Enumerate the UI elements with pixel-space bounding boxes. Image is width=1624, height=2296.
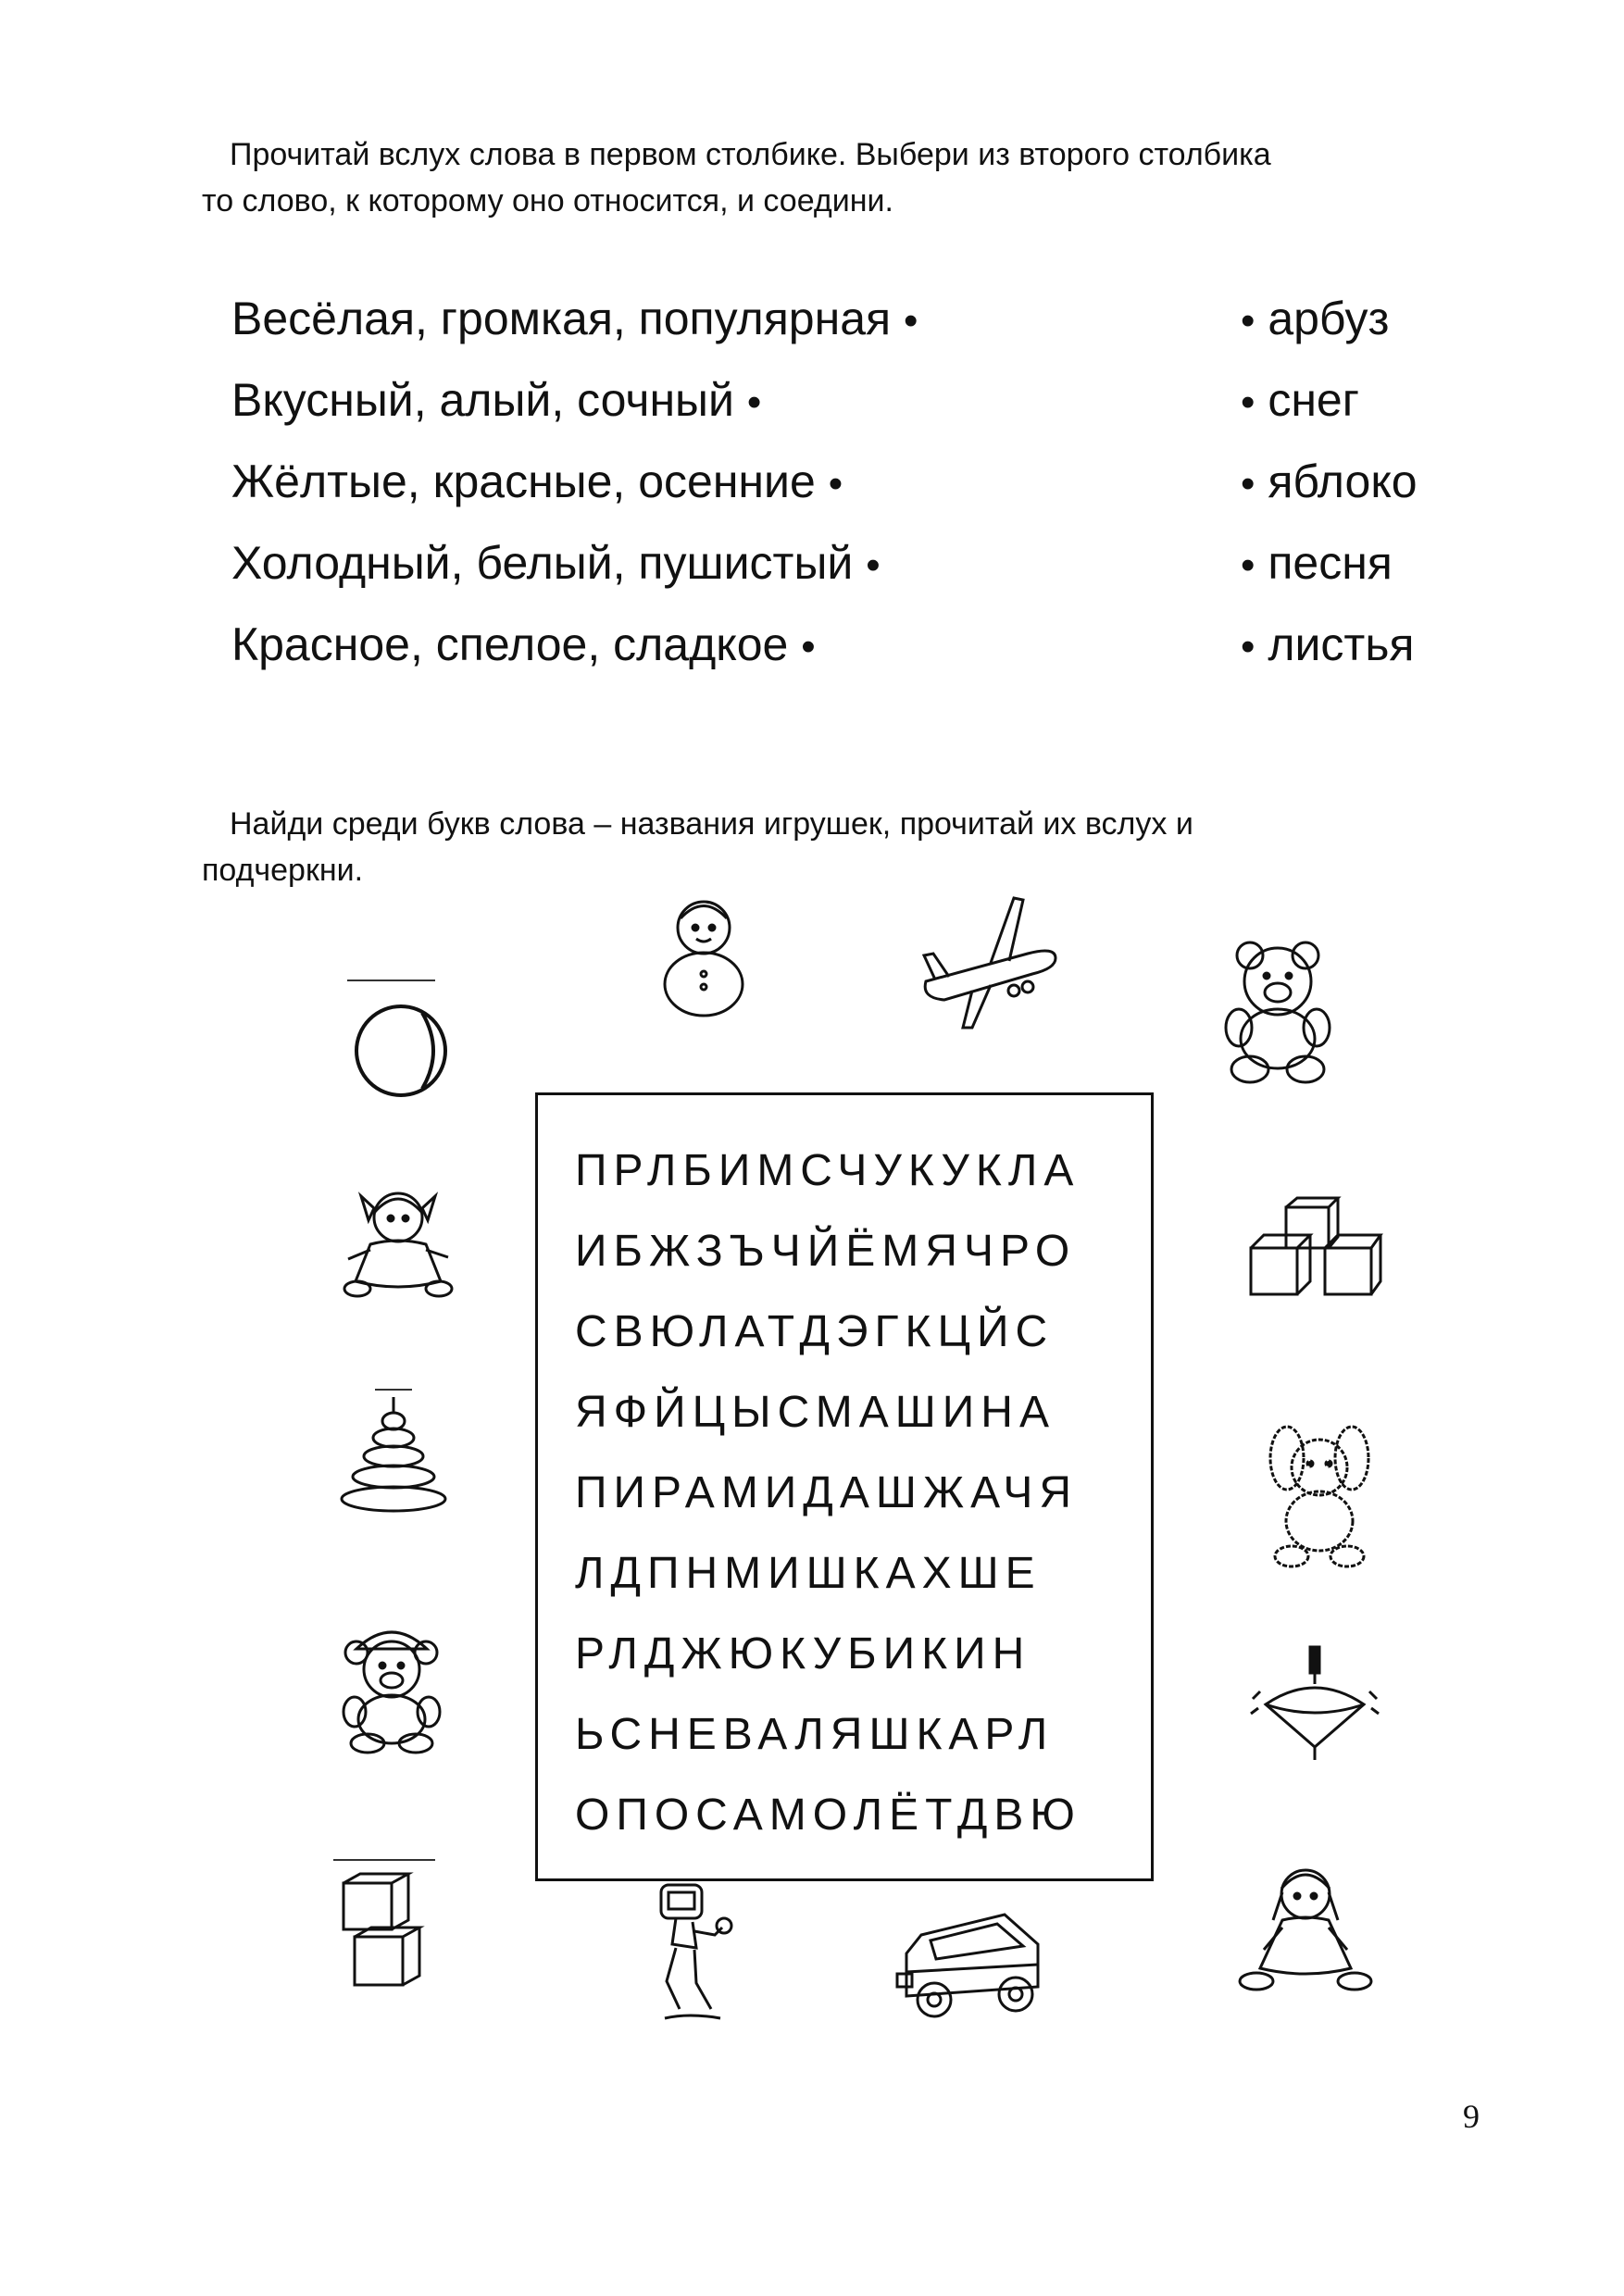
match-right-item[interactable]: • песня [1241, 537, 1393, 589]
robot-icon [639, 1879, 741, 2032]
match-left-item[interactable]: Жёлтые, красные, осенние • [231, 455, 843, 507]
task1-instruction-line2: то слово, к которому оно относится, и соедини. [202, 183, 893, 218]
letter-grid-row[interactable]: ОПОСАМОЛЁТДВЮ [575, 1791, 1081, 1840]
task2-instruction-line2: подчеркни. [202, 853, 364, 888]
task2-instruction-line1: Найди среди букв слова – названия игрушек, прочитай их вслух и [230, 806, 1193, 842]
bear-in-hat-icon [329, 1616, 454, 1754]
match-right-column [1241, 278, 1611, 685]
task1-instruction-line1: Прочитай вслух слова в первом столбике. Выбери из второго столбика [230, 137, 1271, 172]
match-right-item[interactable]: • яблоко [1241, 455, 1418, 507]
ball-icon [350, 1000, 452, 1102]
match-left-item[interactable]: Вкусный, алый, сочный • [231, 374, 762, 426]
match-right-item[interactable]: • арбуз [1241, 293, 1390, 344]
connect-dot[interactable]: • [746, 380, 762, 425]
roly-poly-doll-icon [653, 889, 755, 1018]
connect-dot[interactable]: • [1241, 380, 1255, 425]
doll-icon [333, 1185, 463, 1301]
letter-grid [535, 1092, 1154, 1881]
plush-bunny-icon [1255, 1421, 1384, 1569]
pyramid-icon [338, 1393, 449, 1514]
connect-dot[interactable]: • [904, 298, 918, 343]
connect-dot[interactable]: • [1241, 298, 1255, 343]
answer-line [347, 980, 435, 981]
spinning-top-icon [1245, 1643, 1384, 1764]
block-stack-icon [338, 1870, 431, 1990]
match-left-item[interactable]: Холодный, белый, пушистый • [231, 537, 881, 589]
answer-line [333, 1859, 435, 1861]
connect-dot[interactable]: • [801, 624, 816, 669]
cubes-icon [1245, 1194, 1384, 1305]
connect-dot[interactable]: • [1241, 461, 1255, 506]
letter-grid-row[interactable]: ЛДПНМИШКАХШЕ [575, 1549, 1042, 1598]
letter-grid-row[interactable]: ЯФЙЦЫСМАШИНА [575, 1388, 1056, 1437]
page-number: 9 [1463, 2098, 1480, 2135]
connect-dot[interactable]: • [1241, 543, 1255, 588]
match-left-item[interactable]: Весёлая, громкая, популярная • [231, 293, 918, 344]
airplane-icon [917, 889, 1065, 1037]
connect-dot[interactable]: • [1241, 624, 1255, 669]
sitting-doll-icon [1236, 1861, 1375, 2000]
letter-grid-row[interactable]: ПРЛБИМСЧУКУКЛА [575, 1146, 1081, 1195]
letter-grid-row[interactable]: РЛДЖЮКУБИКИН [575, 1629, 1031, 1678]
letter-grid-row[interactable]: СВЮЛАТДЭГКЦЙС [575, 1307, 1055, 1356]
letter-grid-row[interactable]: ПИРАМИДАШЖАЧЯ [575, 1468, 1079, 1517]
match-left-item[interactable]: Красное, спелое, сладкое • [231, 618, 816, 670]
connect-dot[interactable]: • [866, 543, 881, 588]
toy-car-icon [893, 1907, 1051, 2028]
match-right-item[interactable]: • снег [1241, 374, 1359, 426]
task1-instruction [202, 131, 1498, 224]
answer-line [375, 1389, 412, 1391]
connect-dot[interactable]: • [828, 461, 843, 506]
task2-instruction [202, 801, 1498, 893]
match-left-column [231, 278, 1065, 685]
match-right-item[interactable]: • листья [1241, 618, 1415, 670]
letter-grid-row[interactable]: ЬСНЕВАЛЯШКАРЛ [575, 1710, 1055, 1759]
teddy-bear-icon [1213, 935, 1343, 1088]
letter-grid-row[interactable]: ИБЖЗЪЧЙЁМЯЧРО [575, 1227, 1077, 1276]
